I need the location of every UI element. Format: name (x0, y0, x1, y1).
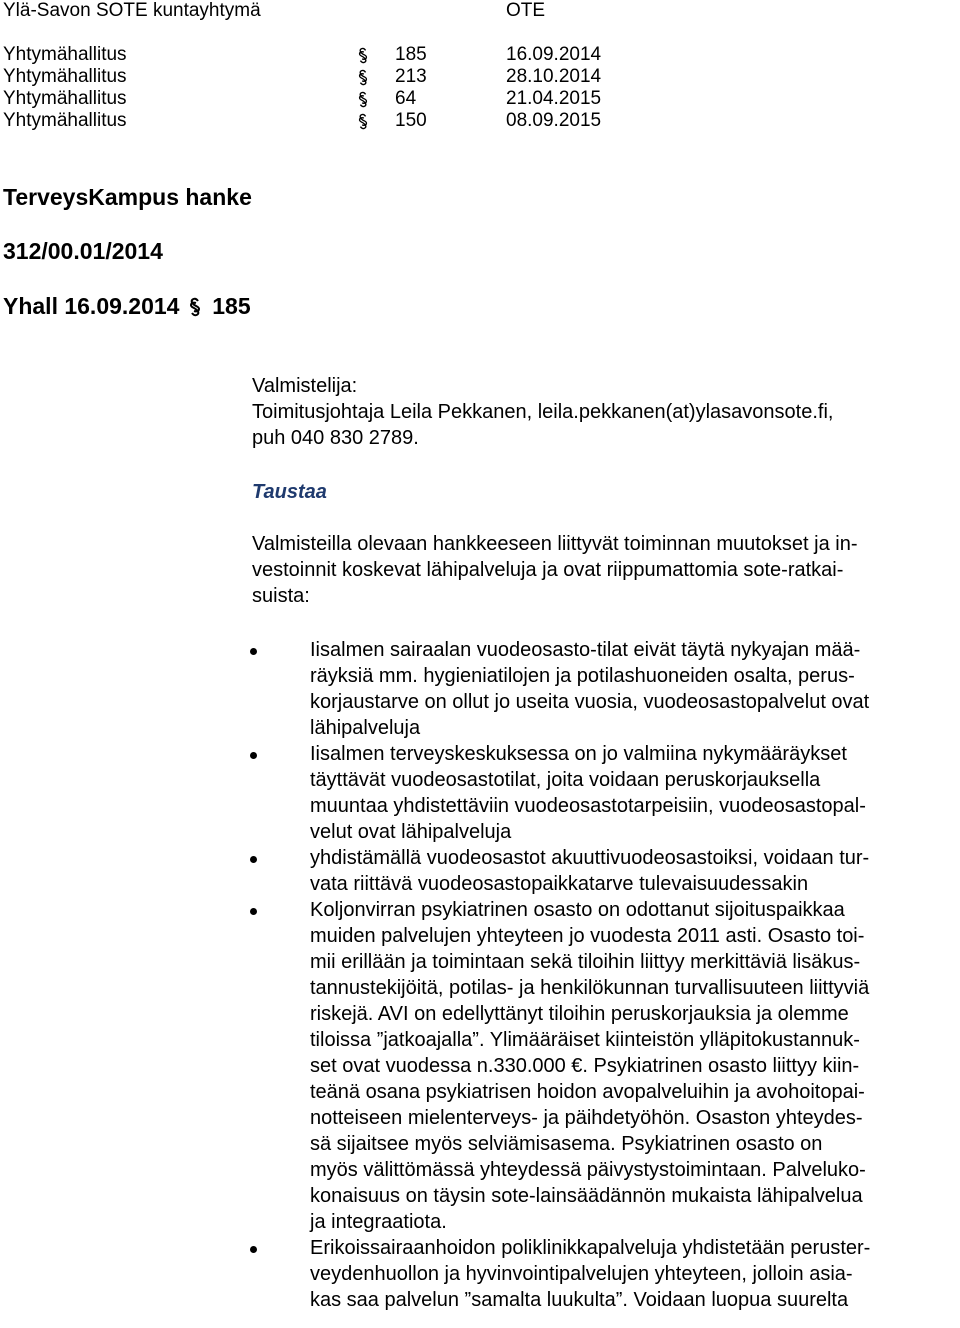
bullet-dot-icon (250, 752, 257, 759)
bullet-dot-icon (250, 648, 257, 655)
section-sign-icon (188, 296, 202, 316)
bullet-line: ja integraatiota. (310, 1211, 447, 1233)
bullet-line: myös välittömässä yhteydessä päivystystoimintaan. Palveluko- (310, 1159, 866, 1181)
meeting-section-number: 150 (395, 110, 427, 131)
meeting-reference-number: 185 (212, 293, 251, 319)
bullet-line: muiden palvelujen yhteyteen jo vuodesta 2011 asti. Osasto toi- (310, 925, 865, 947)
bullet-line: tiloissa ”jatkoajalla”. Ylimääräiset kiinteistön ylläpitokustannuk- (310, 1029, 860, 1051)
bullet-line: lähipalveluja (310, 717, 421, 739)
document-title: TerveysKampus hanke (3, 184, 252, 210)
preparer-line-2: puh 040 830 2789. (252, 427, 419, 449)
section-heading: Taustaa (252, 481, 327, 503)
section-sign-icon (357, 68, 369, 87)
bullet-dot-icon (250, 908, 257, 915)
meeting-section-number: 185 (395, 44, 427, 65)
bullet-line: notteiseen mielenterveys- ja päihdetyöhön. Osaston yhteydes- (310, 1107, 863, 1129)
preparer-line-1: Toimitusjohtaja Leila Pekkanen, leila.pekkanen(at)ylasavonsote.fi, (252, 401, 834, 423)
diary-number: 312/00.01/2014 (3, 238, 163, 264)
meeting-date: 28.10.2014 (506, 66, 602, 87)
bullet-line: yhdistämällä vuodeosastot akuuttivuodeosastoiksi, voidaan tur- (310, 847, 870, 869)
meeting-date: 21.04.2015 (506, 88, 602, 109)
document-type: OTE (506, 0, 546, 21)
bullet-line: Erikoissairaanhoidon poliklinikkapalveluja yhdistetään peruster- (310, 1237, 871, 1259)
bullet-line: mii erillään ja toimintaan sekä tiloihin liittyy merkittäviä lisäkus- (310, 951, 861, 973)
bullet-line: velut ovat lähipalveluja (310, 821, 512, 843)
bullet-line: Iisalmen sairaalan vuodeosasto-tilat eivät täytä nykyajan mää- (310, 639, 861, 661)
bullet-line: kas saa palvelun ”samalta luukulta”. Voidaan luopua suurelta (310, 1289, 849, 1311)
intro-line: vestoinnit koskevat lähipalveluja ja ovat riippumattomia sote-ratkai- (252, 559, 844, 581)
bullet-dot-icon (250, 1246, 257, 1253)
bullet-line: korjaustarve on ollut jo useita vuosia, vuodeosastopalvelut ovat (310, 691, 870, 713)
preparer-label: Valmistelija: (252, 375, 358, 397)
meeting-section-number: 213 (395, 66, 427, 87)
meeting-reference (3, 293, 251, 320)
bullet-line: Koljonvirran psykiatrinen osasto on odottanut sijoituspaikkaa (310, 899, 845, 921)
meeting-section-number: 64 (395, 88, 417, 109)
meeting-reference-prefix: Yhall 16.09.2014 (3, 293, 180, 319)
organization-name: Ylä-Savon SOTE kuntayhtymä (3, 0, 261, 21)
bullet-line: tannustekijöitä, potilas- ja henkilökunnan turvallisuuteen liittyviä (310, 977, 870, 999)
bullet-line: set ovat vuodessa n.330.000 €. Psykiatrinen osasto liittyy kiin- (310, 1055, 860, 1077)
bullet-line: täyttävät vuodeosastotilat, joita voidaan peruskorjauksella (310, 769, 821, 791)
bullet-line: räyksiä mm. hygieniatilojen ja potilashuoneiden osalta, perus- (310, 665, 855, 687)
bullet-line: Iisalmen terveyskeskuksessa on jo valmiina nykymääräykset (310, 743, 847, 765)
meeting-date: 08.09.2015 (506, 110, 602, 131)
meeting-body: Yhtymähallitus (3, 88, 127, 109)
section-sign-icon (357, 90, 369, 109)
bullet-line: muuntaa yhdistettäviin vuodeosastotarpeisiin, vuodeosastopal- (310, 795, 866, 817)
bullet-line: vata riittävä vuodeosastopaikkatarve tulevaisuudessakin (310, 873, 809, 895)
bullet-line: riskejä. AVI on edellyttänyt tiloihin peruskorjauksia ja olemme (310, 1003, 849, 1025)
bullet-dot-icon (250, 856, 257, 863)
bullet-line: konaisuus on täysin sote-lainsäädännön mukaista lähipalvelua (310, 1185, 863, 1207)
bullet-line: teänä osana psykiatrisen hoidon avopalveluihin ja avohoitopai- (310, 1081, 865, 1103)
bullet-line: sä sijaitsee myös selviämisasema. Psykiatrinen osasto on (310, 1133, 823, 1155)
meeting-body: Yhtymähallitus (3, 110, 127, 131)
bullet-line: veydenhuollon ja hyvinvointipalvelujen yhteyteen, jolloin asia- (310, 1263, 853, 1285)
section-sign-icon (357, 46, 369, 65)
meeting-body: Yhtymähallitus (3, 44, 127, 65)
intro-line: Valmisteilla olevaan hankkeeseen liittyvät toiminnan muutokset ja in- (252, 533, 858, 555)
meeting-body: Yhtymähallitus (3, 66, 127, 87)
section-sign-icon (357, 112, 369, 131)
intro-line: suista: (252, 585, 310, 607)
meeting-date: 16.09.2014 (506, 44, 602, 65)
